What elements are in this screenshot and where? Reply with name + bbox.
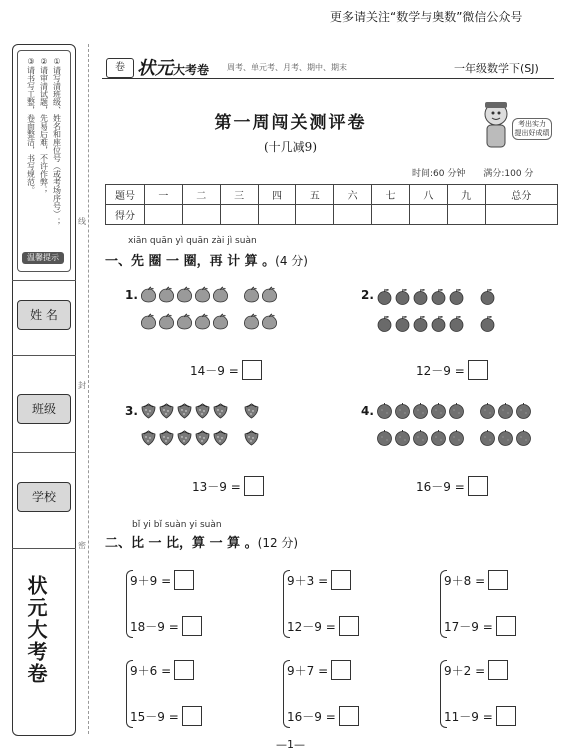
apple-icon (430, 315, 447, 336)
score-cell[interactable] (485, 205, 557, 225)
score-header-cell: 九 (447, 185, 485, 205)
group-add-text: 9＋6 = (130, 663, 172, 678)
top-note: 更多请关注“数学与奥数”微信公众号 (330, 10, 523, 24)
group-sub-equation (444, 706, 516, 726)
group-sub-text: 18－9 = (130, 619, 179, 634)
score-cell[interactable] (145, 205, 183, 225)
q3-number: 3. (125, 404, 138, 418)
orange-icon (376, 429, 393, 450)
divider (12, 355, 76, 356)
answer-box[interactable] (488, 660, 508, 680)
cut-line-char: 封 (78, 381, 86, 390)
q1-equation (190, 360, 262, 380)
orange-icon (515, 429, 532, 450)
header-rule (102, 78, 554, 79)
score-row (106, 205, 558, 225)
peach-icon (194, 286, 211, 307)
q1-fruit-group (140, 286, 278, 334)
page-title: 第一周闯关测评卷 (214, 113, 367, 133)
group-sub-equation (130, 706, 202, 726)
score-cell[interactable] (409, 205, 447, 225)
answer-box[interactable] (339, 616, 359, 636)
section2-heading (105, 532, 298, 551)
peach-icon (212, 313, 229, 334)
class-field[interactable]: 班级 (17, 394, 71, 424)
answer-box[interactable] (331, 570, 351, 590)
q1-number: 1. (125, 288, 138, 302)
apple-icon (376, 315, 393, 336)
q2-fruit-group (376, 288, 496, 336)
group-sub-text: 16－9 = (287, 709, 336, 724)
peach-icon (212, 286, 229, 307)
apple-icon (412, 315, 429, 336)
note-1: ①请写清班级、姓名和座位号（或考场序号）； (52, 57, 62, 226)
section1-heading (105, 250, 308, 269)
q2-equation-text: 12－9 = (416, 363, 465, 378)
orange-icon (412, 429, 429, 450)
answer-box[interactable] (496, 616, 516, 636)
group-add-equation (130, 570, 194, 590)
score-header-cell: 七 (372, 185, 410, 205)
score-cell[interactable] (372, 205, 410, 225)
notes-tag: 温馨提示 (22, 252, 64, 264)
orange-icon (479, 402, 496, 423)
divider (12, 548, 76, 549)
peach-icon (243, 313, 260, 334)
score-cell[interactable] (334, 205, 372, 225)
section2-pinyin: bǐ yi bǐ suàn yi suàn (132, 520, 222, 530)
peach-icon (140, 286, 157, 307)
strawberry-icon (194, 402, 211, 423)
score-header-row (106, 185, 558, 205)
q3-fruit-group (140, 402, 260, 450)
page-number: —1— (276, 738, 305, 751)
time-info: 时间:60 分钟 满分:100 分 (412, 169, 534, 179)
section1-heading-text: 一、先 圈 一 圈，再 计 算 。 (105, 254, 276, 269)
score-header-cell: 八 (409, 185, 447, 205)
group-sub-equation (287, 616, 359, 636)
group-sub-text: 11－9 = (444, 709, 493, 724)
q4-fruit-group (376, 402, 532, 450)
orange-icon (430, 429, 447, 450)
group-add-text: 9＋8 = (444, 573, 486, 588)
strawberry-icon (176, 429, 193, 450)
orange-icon (497, 429, 514, 450)
peach-icon (140, 313, 157, 334)
peach-icon (176, 286, 193, 307)
q2-number: 2. (361, 288, 374, 302)
answer-box[interactable] (182, 706, 202, 726)
answer-box[interactable] (174, 570, 194, 590)
group-add-text: 9＋7 = (287, 663, 329, 678)
q4-equation (416, 476, 488, 496)
strawberry-icon (212, 429, 229, 450)
orange-icon (412, 402, 429, 423)
answer-box[interactable] (468, 476, 488, 496)
section1-pinyin: xiān quān yì quān zài jì suàn (128, 236, 257, 246)
score-cell[interactable] (220, 205, 258, 225)
apple-icon (394, 315, 411, 336)
mascot-illustration (478, 96, 548, 156)
score-header-cell: 四 (258, 185, 296, 205)
name-field[interactable]: 姓 名 (17, 300, 71, 330)
orange-icon (394, 429, 411, 450)
q4-number: 4. (361, 404, 374, 418)
orange-icon (394, 402, 411, 423)
score-cell[interactable] (447, 205, 485, 225)
group-add-text: 9＋9 = (130, 573, 172, 588)
brand-text: 状元 (137, 58, 173, 79)
strawberry-icon (243, 429, 260, 450)
header-grade: 一年级数学下(SJ) (454, 62, 539, 75)
group-sub-equation (444, 616, 516, 636)
q1-equation-text: 14－9 = (190, 363, 239, 378)
brand-small-text: 大考卷 (173, 63, 210, 77)
strip-logo-text: 状元大考卷 (24, 575, 48, 685)
group-sub-equation (130, 616, 202, 636)
answer-box[interactable] (242, 360, 262, 380)
group-add-equation (287, 570, 351, 590)
apple-icon (376, 288, 393, 309)
score-header-cell: 总分 (485, 185, 557, 205)
q3-equation-text: 13－9 = (192, 479, 241, 494)
group-add-equation (287, 660, 351, 680)
apple-icon (479, 288, 496, 309)
section1-points: (4 分) (275, 254, 308, 268)
score-header-cell: 题号 (106, 185, 145, 205)
score-cell[interactable] (296, 205, 334, 225)
header-logo-mark: 卷 (106, 58, 134, 78)
score-cell[interactable] (182, 205, 220, 225)
peach-icon (194, 313, 211, 334)
strawberry-icon (158, 429, 175, 450)
apple-icon (448, 288, 465, 309)
strip-logo (22, 575, 64, 695)
group-sub-equation (287, 706, 359, 726)
group-add-equation (130, 660, 194, 680)
orange-icon (479, 429, 496, 450)
mascot-text: 考出实力 提出好成绩 (512, 118, 552, 140)
apple-icon (412, 288, 429, 309)
orange-icon (376, 402, 393, 423)
answer-box[interactable] (244, 476, 264, 496)
apple-icon (479, 315, 496, 336)
section2-heading-text: 二、比 一 比，算 一 算 。 (105, 536, 258, 551)
note-3: ③请书写工整，卷面整洁，书写规范。 (26, 57, 36, 194)
answer-box[interactable] (488, 570, 508, 590)
group-sub-text: 15－9 = (130, 709, 179, 724)
apple-icon (448, 315, 465, 336)
section2-points: (12 分) (257, 536, 299, 550)
divider (12, 452, 76, 453)
peach-icon (158, 286, 175, 307)
cut-line-char: 密 (78, 541, 86, 550)
score-table (105, 184, 558, 225)
group-add-text: 9＋2 = (444, 663, 486, 678)
score-header-cell: 三 (220, 185, 258, 205)
page-subtitle: (十几减9) (264, 140, 317, 154)
answer-box[interactable] (468, 360, 488, 380)
group-add-equation (444, 660, 508, 680)
header-brand (137, 54, 209, 80)
score-header-cell: 一 (145, 185, 183, 205)
strawberry-icon (176, 402, 193, 423)
strawberry-icon (158, 402, 175, 423)
answer-box[interactable] (182, 616, 202, 636)
apple-icon (430, 288, 447, 309)
group-add-text: 9＋3 = (287, 573, 329, 588)
peach-icon (158, 313, 175, 334)
orange-icon (448, 429, 465, 450)
peach-icon (243, 286, 260, 307)
strawberry-icon (194, 429, 211, 450)
orange-icon (515, 402, 532, 423)
score-row-label: 得分 (106, 205, 145, 225)
score-header-cell: 六 (334, 185, 372, 205)
divider (12, 280, 76, 281)
note-2: ②请审清试题，先易后难，不许作弊； (39, 57, 49, 194)
school-field[interactable]: 学校 (17, 482, 71, 512)
strawberry-icon (140, 429, 157, 450)
strawberry-icon (243, 402, 260, 423)
q3-equation (192, 476, 264, 496)
notes-box (17, 50, 71, 272)
peach-icon (261, 313, 278, 334)
answer-box[interactable] (496, 706, 516, 726)
orange-icon (430, 402, 447, 423)
header-tags: 周考、单元考、月考、期中、期末 (227, 63, 347, 72)
orange-icon (448, 402, 465, 423)
group-sub-text: 12－9 = (287, 619, 336, 634)
answer-box[interactable] (339, 706, 359, 726)
score-header-cell: 二 (182, 185, 220, 205)
cut-line-char: 线 (78, 217, 86, 226)
apple-icon (394, 288, 411, 309)
orange-icon (497, 402, 514, 423)
group-sub-text: 17－9 = (444, 619, 493, 634)
q4-equation-text: 16－9 = (416, 479, 465, 494)
answer-box[interactable] (331, 660, 351, 680)
group-add-equation (444, 570, 508, 590)
score-header-cell: 五 (296, 185, 334, 205)
peach-icon (176, 313, 193, 334)
score-cell[interactable] (258, 205, 296, 225)
q2-equation (416, 360, 488, 380)
answer-box[interactable] (174, 660, 194, 680)
strawberry-icon (140, 402, 157, 423)
strawberry-icon (212, 402, 229, 423)
peach-icon (261, 286, 278, 307)
